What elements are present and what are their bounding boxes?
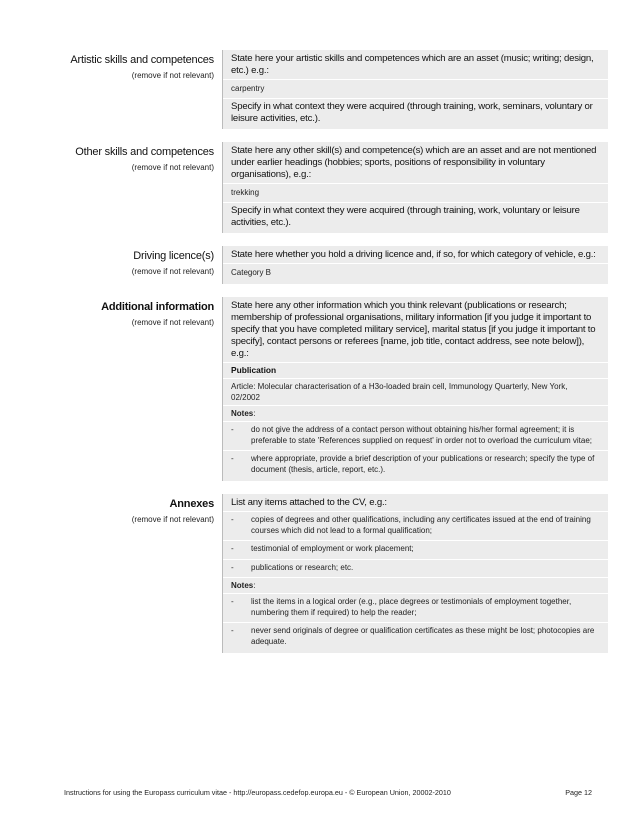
remove-note: (remove if not relevant): [131, 515, 214, 524]
page-number: Page 12: [565, 788, 592, 797]
section-label: [62, 142, 222, 233]
section-other-skills: [62, 142, 608, 233]
context-text: Specify in what context they were acquired (through training, work, voluntary or leisure activities, etc.).: [231, 205, 580, 228]
example-text: Category B: [231, 268, 272, 277]
publication-heading: Publication: [231, 365, 277, 375]
section-content: [222, 50, 608, 129]
intro-text: State here your artistic skills and competences which are an asset (music; writing; design, etc.) e.g.:: [231, 53, 594, 76]
section-label: [62, 297, 222, 481]
section-title: Additional information: [101, 301, 214, 313]
intro-text: State here any other skill(s) and competence(s) which are an asset and are not mentioned under earlier headings (hobbies; sports, positions of responsibility in voluntary organisations), e.g.:: [231, 145, 597, 180]
section-label: [62, 246, 222, 284]
list-item: - do not give the address of a contact person without obtaining his/her formal agreement; it is preferable to state 'References supplied on request' in order not to overload the curriculum vitae;: [231, 425, 593, 445]
example-text: trekking: [231, 188, 260, 197]
section-content: [222, 297, 608, 481]
list-item: - where appropriate, provide a brief description of your publications or research; specify the type of document (thesis, article, report, etc.).: [231, 454, 595, 474]
publication-text: Article: Molecular characterisation of a H3o-loaded brain cell, Immunology Quarterly, New York, 02/2002: [231, 382, 568, 402]
page-footer: [64, 788, 592, 797]
section-title: Annexes: [169, 498, 214, 510]
notes-heading: Notes:: [231, 581, 256, 590]
footer-text: Instructions for using the Europass curriculum vitae - http://europass.cedefop.europa.eu - © European Union, 20002-2010: [64, 788, 451, 797]
document-page: [62, 50, 608, 666]
remove-note: (remove if not relevant): [131, 71, 214, 80]
section-label: [62, 50, 222, 129]
remove-note: (remove if not relevant): [131, 318, 214, 327]
section-driving-licence: [62, 246, 608, 284]
list-item: - never send originals of degree or qualification certificates as these might be lost; photocopies are adequate.: [231, 626, 595, 646]
list-item: - list the items in a logical order (e.g., place degrees or testimonials of employment together, numbering them if required) to help the reader;: [231, 597, 572, 617]
example-text: carpentry: [231, 84, 265, 93]
list-item: - publications or research; etc.: [231, 562, 354, 572]
section-content: [222, 246, 608, 284]
section-label: [62, 494, 222, 653]
section-artistic-skills: [62, 50, 608, 129]
intro-text: State here whether you hold a driving licence and, if so, for which category of vehicle, e.g.:: [231, 249, 596, 260]
notes-heading: Notes:: [231, 409, 256, 418]
section-title: Other skills and competences: [75, 146, 214, 158]
list-item: - copies of degrees and other qualifications, including any certificates issued at the end of training courses which did not lead to a formal qualification;: [231, 515, 591, 535]
section-content: [222, 142, 608, 233]
remove-note: (remove if not relevant): [131, 163, 214, 172]
section-title: Driving licence(s): [133, 250, 214, 262]
section-content: [222, 494, 608, 653]
section-additional-information: [62, 297, 608, 481]
context-text: Specify in what context they were acquired (through training, work, seminars, voluntary or leisure activities, etc.).: [231, 101, 593, 124]
remove-note: (remove if not relevant): [131, 267, 214, 276]
intro-text: List any items attached to the CV, e.g.:: [231, 497, 387, 508]
list-item: - testimonial of employment or work placement;: [231, 544, 414, 553]
section-title: Artistic skills and competences: [70, 54, 214, 66]
section-annexes: [62, 494, 608, 653]
intro-text: State here any other information which you think relevant (publications or research; membership of professional organisations, military information [if you judge it important to specify that you have completed military service], marital status [if you judge it important to specify], contact persons or referees [name, job title, contact address, see note below]), e.g.:: [231, 300, 596, 359]
